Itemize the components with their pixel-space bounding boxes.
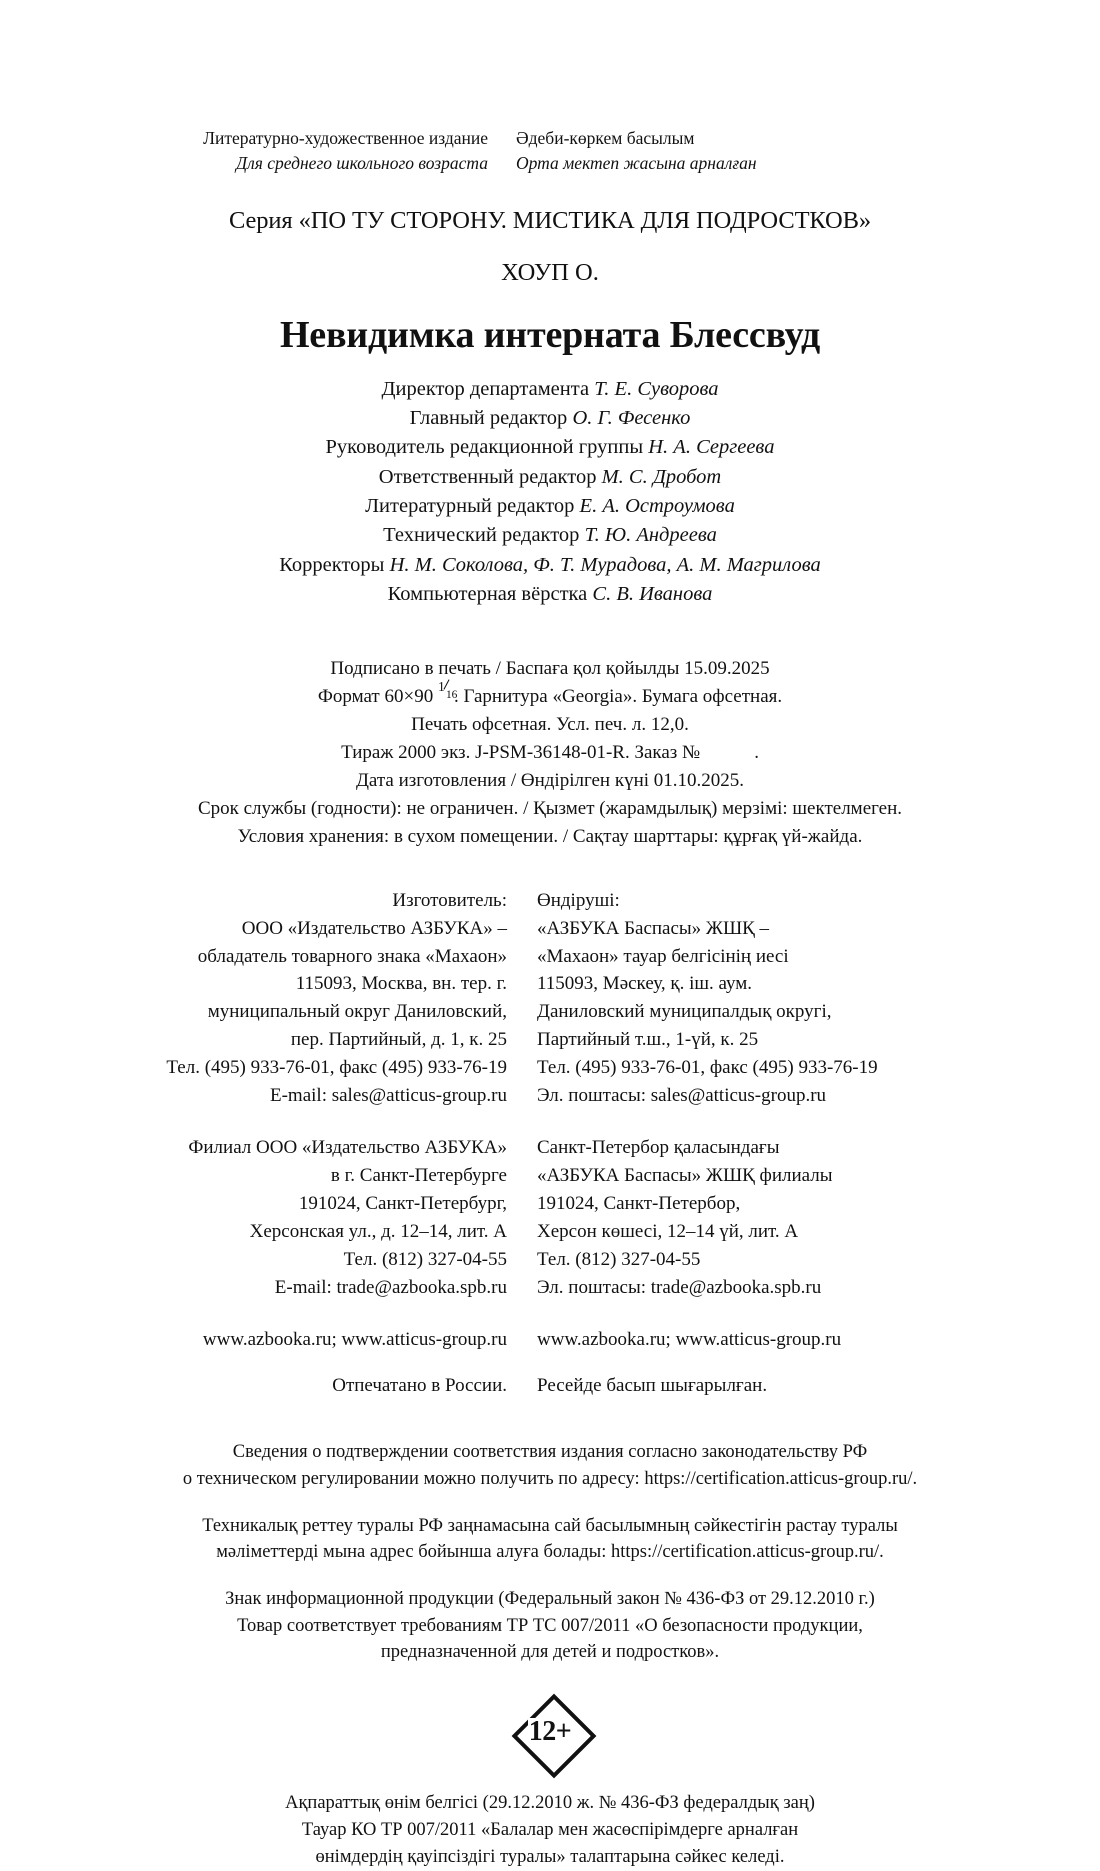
credit-role: Главный редактор xyxy=(409,407,573,430)
print-run-text: Тираж 2000 экз. J-PSM-36148-01-R. Заказ № xyxy=(341,742,701,764)
certification-kk-line: Техникалық реттеу туралы РФ заңнамасына сай басылымның сәйкестігін растау туралы xyxy=(202,1515,898,1536)
product-sign-kazakh xyxy=(150,1790,950,1871)
product-sign-russian xyxy=(150,1586,950,1666)
publisher-kk-email: Эл. поштасы: sales@atticus-group.ru xyxy=(537,1085,827,1107)
branch-kk-line: «АЗБУКА Баспасы» ЖШҚ филиалы xyxy=(537,1165,833,1186)
credit-role: Корректоры xyxy=(279,553,390,576)
edition-kind-kk-line-2: Орта мектеп жасына арналған xyxy=(516,153,757,174)
branch-russian-column xyxy=(150,1134,522,1302)
credit-line xyxy=(150,404,950,433)
branch-ru-email: E-mail: trade@azbooka.spb.ru xyxy=(274,1276,507,1298)
publisher-kk-line: «АЗБУКА Баспасы» ЖШҚ – xyxy=(537,917,770,939)
certification-kazakh xyxy=(150,1513,950,1566)
fraction-numerator: 1 xyxy=(437,679,445,695)
publisher-kazakh-column xyxy=(522,887,950,1110)
branch-kk-email: Эл. поштасы: trade@azbooka.spb.ru xyxy=(537,1276,822,1298)
printed-in-kk: Ресейде басып шығарылған. xyxy=(537,1374,768,1396)
credit-line xyxy=(150,433,950,462)
edition-kind-ru-line-1: Литературно-художественное издание xyxy=(203,128,488,148)
publisher-ru-line: Изготовитель: xyxy=(392,889,507,911)
publisher-russian-column xyxy=(150,887,522,1110)
manufacture-date-line: Дата изготовления / Өндірілген күні 01.10.2025. xyxy=(355,769,745,791)
credit-name: Т. Ю. Андреева xyxy=(584,524,717,547)
product-sign-kk-line: өнімдердің қауіпсіздігі туралы» талаптарына сәйкес келеді. xyxy=(315,1847,785,1868)
credit-name: Н. М. Соколова, Ф. Т. Мурадова, А. М. Магрилова xyxy=(389,553,821,576)
certification-russian xyxy=(150,1439,950,1492)
printed-in-ru: Отпечатано в России. xyxy=(332,1374,507,1396)
certification-ru-line: Сведения о подтверждении соответствия издания согласно законодательству РФ xyxy=(232,1442,868,1463)
branch-kk-line: 191024, Санкт-Петербор, xyxy=(537,1192,741,1214)
publisher-ru-line: ООО «Издательство АЗБУКА» – xyxy=(241,917,507,939)
branch-ru-line: Филиал ООО «Издательство АЗБУКА» xyxy=(188,1137,507,1159)
staff-credits xyxy=(150,375,950,610)
series-name: Серия «ПО ТУ СТОРОНУ. МИСТИКА ДЛЯ ПОДРОСТКОВ» xyxy=(228,206,872,234)
age-rating-row xyxy=(150,1684,950,1780)
product-sign-kk-line: Ақпараттық өнім белгісі (29.12.2010 ж. № 436-ФЗ федералдық заң) xyxy=(285,1792,815,1813)
publisher-kk-line: «Махаон» тауар белгісінің иесі xyxy=(537,945,789,967)
print-run-line xyxy=(150,739,950,767)
credit-role: Литературный редактор xyxy=(365,495,580,517)
branch-block xyxy=(150,1134,950,1302)
publisher-kk-line: Даниловский муниципалдық округі, xyxy=(537,1001,832,1023)
block-separator xyxy=(150,1116,950,1134)
branch-kazakh-column xyxy=(522,1134,950,1302)
branch-ru-line: Херсонская ул., д. 12–14, лит. А xyxy=(249,1220,507,1242)
print-type-line: Печать офсетная. Усл. печ. л. 12,0. xyxy=(411,714,689,736)
format-line xyxy=(150,679,950,711)
service-life-line: Срок службы (годности): не ограничен. / Қызмет (жарамдылық) мерзімі: шектелмеген. xyxy=(197,797,903,819)
credit-name: С. В. Иванова xyxy=(592,582,713,605)
author-name: ХОУП О. xyxy=(501,258,599,286)
edition-kind-block xyxy=(150,126,950,177)
branch-kk-line: Херсон көшесі, 12–14 үй, лит. А xyxy=(537,1220,799,1242)
website-kk[interactable]: www.azbooka.ru; www.atticus-group.ru xyxy=(537,1328,842,1350)
product-sign-ru-line: Товар соответствует требованиям ТР ТС 007/2011 «О безопасности продукции, xyxy=(237,1615,863,1636)
credit-name: О. Г. Фесенко xyxy=(572,407,691,430)
website-block xyxy=(150,1326,950,1400)
website-kazakh-column xyxy=(522,1326,950,1400)
age-rating-label: 12+ xyxy=(528,1715,572,1747)
product-sign-kk-line: Тауар КО ТР 007/2011 «Балалар мен жасөспірімдерге арналған xyxy=(301,1820,799,1841)
publisher-ru-line: 115093, Москва, вн. тер. г. xyxy=(295,973,507,995)
storage-conditions-line: Условия хранения: в сухом помещении. / Сақтау шарттары: құрғақ үй-жайда. xyxy=(237,825,863,847)
credit-role: Технический редактор xyxy=(383,524,585,547)
credit-name: М. С. Дробот xyxy=(601,465,722,488)
format-suffix: . Гарнитура «Georgia». Бумага офсетная. xyxy=(453,686,783,708)
print-run-period: . xyxy=(754,742,759,764)
credit-name: Т. Е. Суворова xyxy=(594,377,719,400)
credit-name: Н. А. Сергеева xyxy=(648,436,775,459)
legal-section xyxy=(150,1439,950,1665)
age-rating-badge xyxy=(496,1695,604,1769)
credit-name: Е. А. Остроумова xyxy=(579,495,735,517)
signed-to-print-line: Подписано в печать / Баспаға қол қойылды 15.09.2025 xyxy=(330,658,770,680)
website-russian-column xyxy=(150,1326,522,1400)
block-separator xyxy=(150,1308,950,1326)
publisher-ru-phone: Тел. (495) 933-76-01, факс (495) 933-76-19 xyxy=(166,1057,507,1079)
branch-ru-phone: Тел. (812) 327-04-55 xyxy=(343,1248,507,1270)
publisher-kk-phone: Тел. (495) 933-76-01, факс (495) 933-76-19 xyxy=(537,1057,878,1079)
format-prefix: Формат 60×90 xyxy=(317,686,438,708)
edition-kind-kazakh-column xyxy=(502,126,882,177)
format-fraction xyxy=(437,679,458,702)
publisher-kk-line: Партийный т.ш., 1-үй, к. 25 xyxy=(537,1029,759,1051)
credit-role: Директор департамента xyxy=(381,377,595,400)
publisher-kk-line: Өндіруші: xyxy=(537,889,620,911)
publisher-ru-line: обладатель товарного знака «Махаон» xyxy=(197,945,507,967)
credit-line xyxy=(150,375,950,404)
branch-ru-line: в г. Санкт-Петербурге xyxy=(330,1165,507,1186)
website-ru[interactable]: www.azbooka.ru; www.atticus-group.ru xyxy=(202,1328,507,1350)
credit-line xyxy=(150,551,950,580)
certification-ru-line: о техническом регулировании можно получить по адресу: https://certification.atticus-group.ru/. xyxy=(182,1469,918,1490)
edition-kind-ru-line-2: Для среднего школьного возраста xyxy=(236,153,488,174)
branch-kk-line: Санкт-Петербор қаласындағы xyxy=(537,1137,780,1159)
publisher-kk-line: 115093, Мәскеу, қ. іш. аум. xyxy=(537,973,753,995)
credit-role: Руководитель редакционной группы xyxy=(325,436,649,459)
product-sign-ru-line: Знак информационной продукции (Федеральный закон № 436-ФЗ от 29.12.2010 г.) xyxy=(225,1588,875,1609)
fraction-denominator: 16 xyxy=(445,688,458,701)
branch-kk-phone: Тел. (812) 327-04-55 xyxy=(537,1248,701,1270)
edition-kind-russian-column xyxy=(150,126,502,177)
publisher-ru-email: E-mail: sales@atticus-group.ru xyxy=(270,1085,507,1107)
edition-kind-kk-line-1: Әдеби-көркем басылым xyxy=(516,128,695,148)
credit-role: Ответственный редактор xyxy=(378,465,602,488)
publisher-ru-line: пер. Партийный, д. 1, к. 25 xyxy=(290,1029,507,1051)
credit-line xyxy=(150,463,950,492)
product-sign-ru-line: предназначенной для детей и подростков». xyxy=(380,1642,720,1663)
publisher-main-block xyxy=(150,887,950,1110)
credit-line xyxy=(150,580,950,609)
credit-role: Компьютерная вёрстка xyxy=(387,582,593,605)
printing-info xyxy=(150,655,950,850)
credit-line xyxy=(150,492,950,521)
publisher-ru-line: муниципальный округ Даниловский, xyxy=(207,1001,507,1023)
branch-ru-line: 191024, Санкт-Петербург, xyxy=(298,1192,507,1214)
book-title: Невидимка интерната Блессвуд xyxy=(279,313,821,356)
credit-line xyxy=(150,521,950,550)
certification-kk-line: мәліметтерді мына адрес бойынша алуға болады: https://certification.atticus-group.ru/. xyxy=(216,1542,884,1563)
